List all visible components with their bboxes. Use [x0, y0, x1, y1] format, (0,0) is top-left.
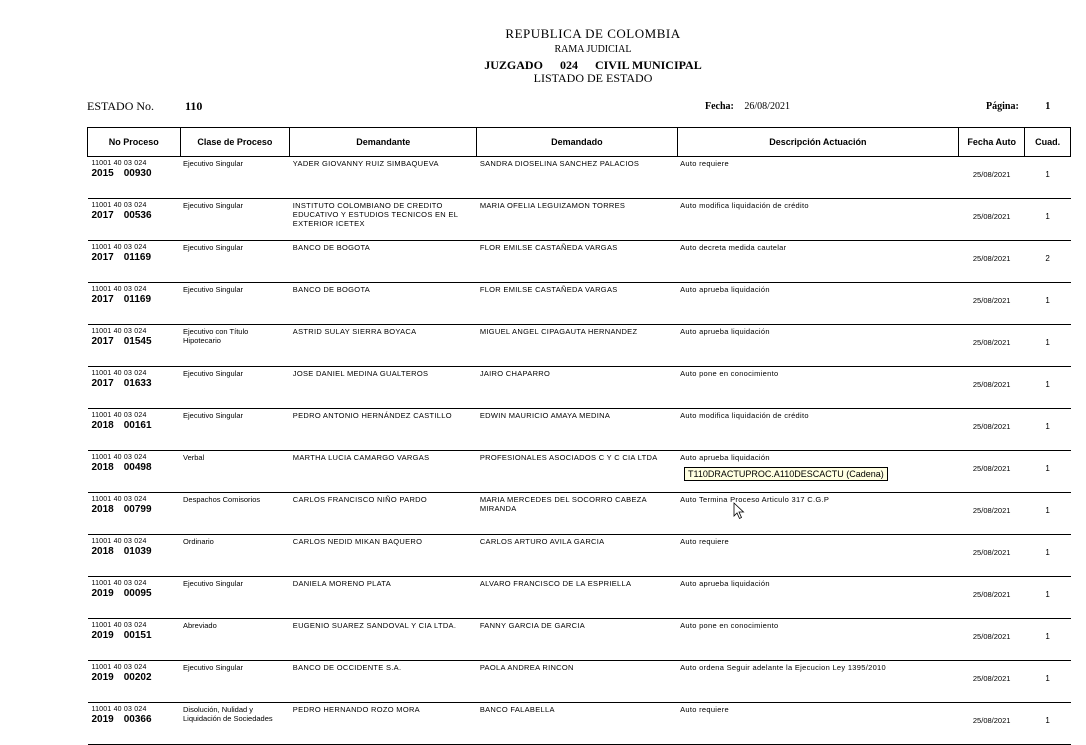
cell-cuad: 1 [1025, 577, 1071, 619]
cell-descripcion[interactable]: Auto Termina Proceso Articulo 317 C.G.P [677, 493, 959, 535]
cell-demandado: FANNY GARCIA DE GARCIA [477, 619, 677, 661]
proceso-code: 11001 40 03 024 [91, 412, 147, 419]
proceso-num: 01169 [123, 294, 152, 305]
table-row [88, 241, 1071, 283]
cell-descripcion[interactable]: Auto pone en conocimiento [677, 619, 959, 661]
proceso-radicado [92, 336, 178, 347]
proceso-code: 11001 40 03 024 [91, 370, 147, 377]
cell-cuad: 1 [1025, 283, 1071, 325]
cell-cuad: 1 [1025, 451, 1071, 493]
table-row [88, 157, 1071, 199]
cell-cuad: 2 [1025, 241, 1071, 283]
proceso-year: 2018 [91, 546, 114, 557]
table-row [88, 493, 1071, 535]
col-cuad: Cuad. [1025, 128, 1071, 157]
cell-fecha-auto: 25/08/2021 [959, 577, 1025, 619]
cell-cuad: 1 [1025, 661, 1071, 703]
cell-fecha-auto: 25/08/2021 [959, 661, 1025, 703]
cell-descripcion[interactable]: Auto modifica liquidación de crédito [677, 199, 959, 241]
col-no-proceso: No Proceso [88, 128, 181, 157]
proceso-radicado [92, 168, 178, 179]
proceso-code: 11001 40 03 024 [91, 454, 147, 461]
proceso-radicado [92, 294, 178, 305]
proceso-year: 2019 [91, 630, 114, 641]
cell-demandado: PROFESIONALES ASOCIADOS C Y C CIA LTDA [477, 451, 677, 493]
proceso-year: 2018 [91, 420, 114, 431]
cell-no-proceso [88, 199, 181, 241]
cell-descripcion[interactable]: Auto aprueba liquidación [677, 283, 959, 325]
proceso-radicado [92, 420, 178, 431]
court-type: CIVIL MUNICIPAL [594, 58, 702, 72]
cell-fecha-auto: 25/08/2021 [959, 619, 1025, 661]
page-number [986, 101, 1050, 112]
col-demandado: Demandado [477, 128, 677, 157]
cell-descripcion[interactable]: Auto aprueba liquidación [677, 451, 959, 493]
proceso-num: 00366 [123, 714, 152, 725]
cell-demandante: DANIELA MORENO PLATA [290, 577, 477, 619]
proceso-radicado [92, 630, 178, 641]
cell-fecha-auto: 25/08/2021 [959, 325, 1025, 367]
cell-no-proceso [88, 409, 181, 451]
cell-cuad: 1 [1025, 157, 1071, 199]
cell-fecha-auto: 25/08/2021 [959, 703, 1025, 745]
cell-clase-proceso: Ejecutivo Singular [180, 241, 290, 283]
cell-demandado: FLOR EMILSE CASTAÑEDA VARGAS [477, 283, 677, 325]
cell-fecha-auto: 25/08/2021 [959, 367, 1025, 409]
cell-demandante: JOSE DANIEL MEDINA GUALTEROS [290, 367, 477, 409]
cell-clase-proceso: Ordinario [180, 535, 290, 577]
proceso-num: 01545 [123, 336, 152, 347]
estado-table [87, 127, 1071, 745]
cell-cuad: 1 [1025, 367, 1071, 409]
cell-clase-proceso: Ejecutivo Singular [180, 283, 290, 325]
cell-descripcion[interactable]: Auto decreta medida cautelar [677, 241, 959, 283]
cell-descripcion[interactable]: Auto requiere [677, 703, 959, 745]
estado-label: ESTADO No. [87, 99, 155, 113]
cell-fecha-auto: 25/08/2021 [959, 199, 1025, 241]
table-row [88, 409, 1071, 451]
proceso-year: 2017 [91, 378, 114, 389]
table-row [88, 535, 1071, 577]
proceso-num: 00161 [123, 420, 152, 431]
proceso-year: 2019 [91, 714, 114, 725]
proceso-code: 11001 40 03 024 [91, 664, 147, 671]
table-row [88, 661, 1071, 703]
proceso-year: 2017 [91, 336, 114, 347]
cell-demandante: BANCO DE BOGOTA [290, 241, 477, 283]
col-demandante: Demandante [290, 128, 477, 157]
cell-no-proceso [88, 451, 181, 493]
proceso-num: 00799 [123, 504, 152, 515]
header-branch: RAMA JUDICIAL [554, 44, 632, 55]
cell-no-proceso [88, 703, 181, 745]
proceso-year: 2018 [91, 504, 114, 515]
cell-cuad: 1 [1025, 493, 1071, 535]
header-listing-title: LISTADO DE ESTADO [533, 71, 653, 85]
cell-fecha-auto: 25/08/2021 [959, 283, 1025, 325]
field-tooltip: T110DRACTUPROC.A110DESCACTU (Cadena) [684, 467, 888, 481]
table-row [88, 367, 1071, 409]
cell-demandado: MARIA OFELIA LEGUIZAMON TORRES [477, 199, 677, 241]
cell-no-proceso [88, 661, 181, 703]
proceso-num: 01039 [123, 546, 152, 557]
proceso-num: 00498 [123, 462, 152, 473]
cell-demandado: MIGUEL ANGEL CIPAGAUTA HERNANDEZ [477, 325, 677, 367]
table-row [88, 619, 1071, 661]
cell-no-proceso [88, 619, 181, 661]
col-fecha-auto: Fecha Auto [959, 128, 1025, 157]
estado-number [87, 99, 202, 114]
cell-descripcion[interactable]: Auto aprueba liquidación [677, 577, 959, 619]
cell-demandante: EUGENIO SUAREZ SANDOVAL Y CIA LTDA. [290, 619, 477, 661]
cell-demandante: ASTRID SULAY SIERRA BOYACA [290, 325, 477, 367]
cell-descripcion[interactable]: Auto modifica liquidación de crédito [677, 409, 959, 451]
proceso-year: 2015 [91, 168, 114, 179]
proceso-year: 2017 [91, 210, 114, 221]
cell-clase-proceso: Verbal [180, 451, 290, 493]
cell-demandado: CARLOS ARTURO AVILA GARCIA [477, 535, 677, 577]
header-country: REPUBLICA DE COLOMBIA [505, 26, 681, 41]
proceso-radicado [92, 378, 178, 389]
proceso-radicado [92, 714, 178, 725]
cell-demandante: PEDRO ANTONIO HERNÁNDEZ CASTILLO [290, 409, 477, 451]
proceso-code: 11001 40 03 024 [91, 538, 147, 545]
proceso-year: 2019 [91, 588, 114, 599]
cell-cuad: 1 [1025, 703, 1071, 745]
table-row [88, 577, 1071, 619]
cell-cuad: 1 [1025, 199, 1071, 241]
table-row [88, 325, 1071, 367]
cell-demandante: YADER GIOVANNY RUIZ SIMBAQUEVA [290, 157, 477, 199]
proceso-radicado [92, 672, 178, 683]
proceso-year: 2019 [91, 672, 114, 683]
court-label: JUZGADO [484, 58, 543, 72]
proceso-radicado [92, 210, 178, 221]
cell-clase-proceso: Ejecutivo Singular [180, 157, 290, 199]
court-number: 024 [559, 58, 578, 72]
proceso-year: 2017 [91, 252, 114, 263]
proceso-num: 01169 [123, 252, 152, 263]
cell-no-proceso [88, 241, 181, 283]
cell-demandado: BANCO FALABELLA [477, 703, 677, 745]
proceso-year: 2018 [91, 462, 114, 473]
proceso-num: 00202 [123, 672, 152, 683]
cell-fecha-auto: 25/08/2021 [959, 493, 1025, 535]
cell-fecha-auto: 25/08/2021 [959, 451, 1025, 493]
proceso-code: 11001 40 03 024 [91, 244, 147, 251]
cell-no-proceso [88, 577, 181, 619]
report-date [705, 101, 790, 112]
cell-no-proceso [88, 535, 181, 577]
cell-fecha-auto: 25/08/2021 [959, 157, 1025, 199]
cell-clase-proceso: Abreviado [180, 619, 290, 661]
cell-demandado: PAOLA ANDREA RINCON [477, 661, 677, 703]
cell-demandante: INSTITUTO COLOMBIANO DE CREDITO EDUCATIVO Y ESTUDIOS TECNICOS EN EL EXTERIOR ICETEX [290, 199, 477, 241]
proceso-radicado [92, 504, 178, 515]
proceso-num: 00930 [123, 168, 152, 179]
cell-no-proceso [88, 325, 181, 367]
table-header-row [88, 128, 1071, 157]
cell-clase-proceso: Disolución, Nulidad y Liquidación de Sociedades [180, 703, 290, 745]
cell-demandante: CARLOS FRANCISCO NIÑO PARDO [290, 493, 477, 535]
cell-demandante: CARLOS NEDID MIKAN BAQUERO [290, 535, 477, 577]
cell-clase-proceso: Ejecutivo con Título Hipotecario [180, 325, 290, 367]
cell-clase-proceso: Ejecutivo Singular [180, 367, 290, 409]
pagina-value: 1 [1045, 101, 1051, 112]
cell-clase-proceso: Despachos Comisorios [180, 493, 290, 535]
proceso-num: 00151 [123, 630, 152, 641]
proceso-num: 00095 [123, 588, 152, 599]
cell-demandado: ALVARO FRANCISCO DE LA ESPRIELLA [477, 577, 677, 619]
fecha-label: Fecha: [705, 101, 734, 112]
estado-value: 110 [185, 99, 203, 113]
cell-fecha-auto: 25/08/2021 [959, 409, 1025, 451]
cell-clase-proceso: Ejecutivo Singular [180, 661, 290, 703]
cell-clase-proceso: Ejecutivo Singular [180, 409, 290, 451]
col-descripcion: Descripción Actuación [677, 128, 959, 157]
cell-descripcion[interactable]: Auto aprueba liquidación [677, 325, 959, 367]
cell-descripcion[interactable]: Auto pone en conocimiento [677, 367, 959, 409]
cell-fecha-auto: 25/08/2021 [959, 535, 1025, 577]
proceso-code: 11001 40 03 024 [91, 286, 147, 293]
table-body [88, 157, 1071, 745]
cell-cuad: 1 [1025, 409, 1071, 451]
table-row [88, 703, 1071, 745]
cell-descripcion[interactable]: Auto ordena Seguir adelante la Ejecucion Ley 1395/2010 [677, 661, 959, 703]
cell-demandante: BANCO DE OCCIDENTE S.A. [290, 661, 477, 703]
table-row [88, 283, 1071, 325]
cell-descripcion[interactable]: Auto requiere [677, 157, 959, 199]
cell-clase-proceso: Ejecutivo Singular [180, 199, 290, 241]
cell-clase-proceso: Ejecutivo Singular [180, 577, 290, 619]
cell-no-proceso [88, 493, 181, 535]
cell-cuad: 1 [1025, 619, 1071, 661]
cell-descripcion[interactable]: Auto requiere [677, 535, 959, 577]
cell-demandante: BANCO DE BOGOTA [290, 283, 477, 325]
cell-fecha-auto: 25/08/2021 [959, 241, 1025, 283]
proceso-code: 11001 40 03 024 [91, 160, 147, 167]
cell-demandado: SANDRA DIOSELINA SANCHEZ PALACIOS [477, 157, 677, 199]
proceso-code: 11001 40 03 024 [91, 202, 147, 209]
cell-demandado: MARIA MERCEDES DEL SOCORRO CABEZA MIRANDA [477, 493, 677, 535]
proceso-code: 11001 40 03 024 [91, 328, 147, 335]
proceso-radicado [92, 462, 178, 473]
cell-demandado: JAIRO CHAPARRO [477, 367, 677, 409]
proceso-code: 11001 40 03 024 [91, 580, 147, 587]
cell-demandado: FLOR EMILSE CASTAÑEDA VARGAS [477, 241, 677, 283]
table-row [88, 199, 1071, 241]
fecha-value: 26/08/2021 [744, 101, 790, 112]
cell-demandado: EDWIN MAURICIO AMAYA MEDINA [477, 409, 677, 451]
proceso-radicado [92, 546, 178, 557]
pagina-label: Página: [986, 101, 1019, 112]
cell-demandante: PEDRO HERNANDO ROZO MORA [290, 703, 477, 745]
proceso-year: 2017 [91, 294, 114, 305]
cell-cuad: 1 [1025, 535, 1071, 577]
cell-cuad: 1 [1025, 325, 1071, 367]
table-row [88, 451, 1071, 493]
cell-no-proceso [88, 157, 181, 199]
cell-demandante: MARTHA LUCIA CAMARGO VARGAS [290, 451, 477, 493]
proceso-code: 11001 40 03 024 [91, 496, 147, 503]
proceso-code: 11001 40 03 024 [91, 706, 147, 713]
proceso-radicado [92, 252, 178, 263]
proceso-num: 01633 [123, 378, 152, 389]
proceso-num: 00536 [123, 210, 152, 221]
proceso-code: 11001 40 03 024 [91, 622, 147, 629]
proceso-radicado [92, 588, 178, 599]
mouse-cursor-icon [733, 502, 747, 520]
col-clase-proceso: Clase de Proceso [180, 128, 290, 157]
cell-no-proceso [88, 367, 181, 409]
cell-no-proceso [88, 283, 181, 325]
